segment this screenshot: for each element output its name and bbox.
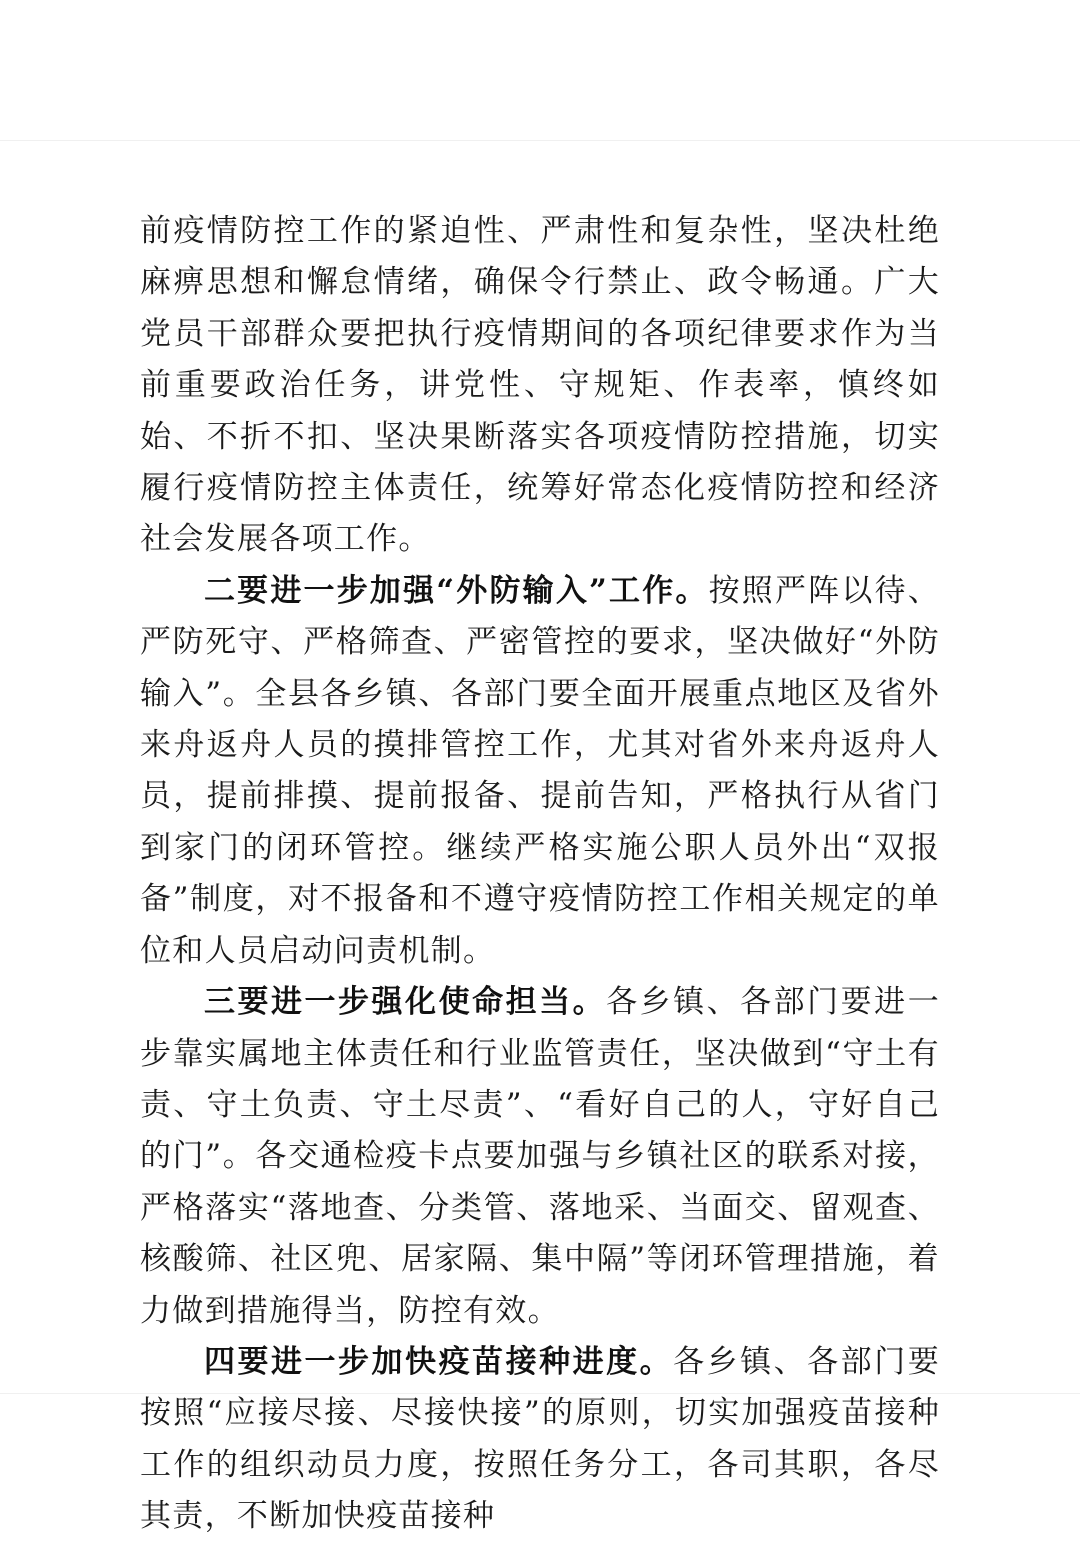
paragraph-3-text: 各乡镇、各部门要进一步靠实属地主体责任和行业监管责任，坚决做到“守土有责、守土负责、守土尽责”、“看好自己的人，守好自己的门”。各交通检疫卡点要加强与乡镇社区的联系对接，严格落实“落地查、分类管、落地采、当面交、留观查、核酸筛、社区兜、居家隔、集中隔”等闭环管理措施，着力做到措施得当，防控有效。 [140,984,940,1329]
scan-edge-top [0,140,1080,141]
paragraph-external-prevention [140,566,940,977]
paragraph-2-heading: 二要进一步加强“外防输入”工作。 [204,572,709,609]
document-body [140,206,940,1543]
paragraph-2-text: 按照严阵以待、严防死守、严格筛查、严密管控的要求，坚决做好“外防输入”。全县各乡镇、各部门要全面开展重点地区及省外来舟返舟人员的摸排管控工作，尤其对省外来舟返舟人员，提前排摸、提前报备、提前告知，严格执行从省门到家门的闭环管控。继续严格实施公职人员外出“双报备”制度，对不报备和不遵守疫情防控工作相关规定的单位和人员启动问责机制。 [140,572,940,969]
scan-edge-bottom [0,1393,1080,1394]
paragraph-vaccination [140,1337,940,1543]
paragraph-4-heading: 四要进一步加快疫苗接种进度。 [204,1343,674,1380]
paragraph-1-text: 前疫情防控工作的紧迫性、严肃性和复杂性，坚决杜绝麻痹思想和懈怠情绪，确保令行禁止、政令畅通。广大党员干部群众要把执行疫情期间的各项纪律要求作为当前重要政治任务，讲党性、守规矩、作表率，慎终如始、不折不扣、坚决果断落实各项疫情防控措施，切实履行疫情防控主体责任，统筹好常态化疫情防控和经济社会发展各项工作。 [140,213,940,558]
paragraph-mission-responsibility [140,977,940,1337]
paragraph-4-text: 各乡镇、各部门要按照“应接尽接、尽接快接”的原则，切实加强疫苗接种工作的组织动员力度，按照任务分工，各司其职，各尽其责，不断加快疫苗接种 [140,1343,941,1535]
paragraph-3-heading: 三要进一步强化使命担当。 [204,984,607,1021]
paragraph-continuation [140,206,940,566]
